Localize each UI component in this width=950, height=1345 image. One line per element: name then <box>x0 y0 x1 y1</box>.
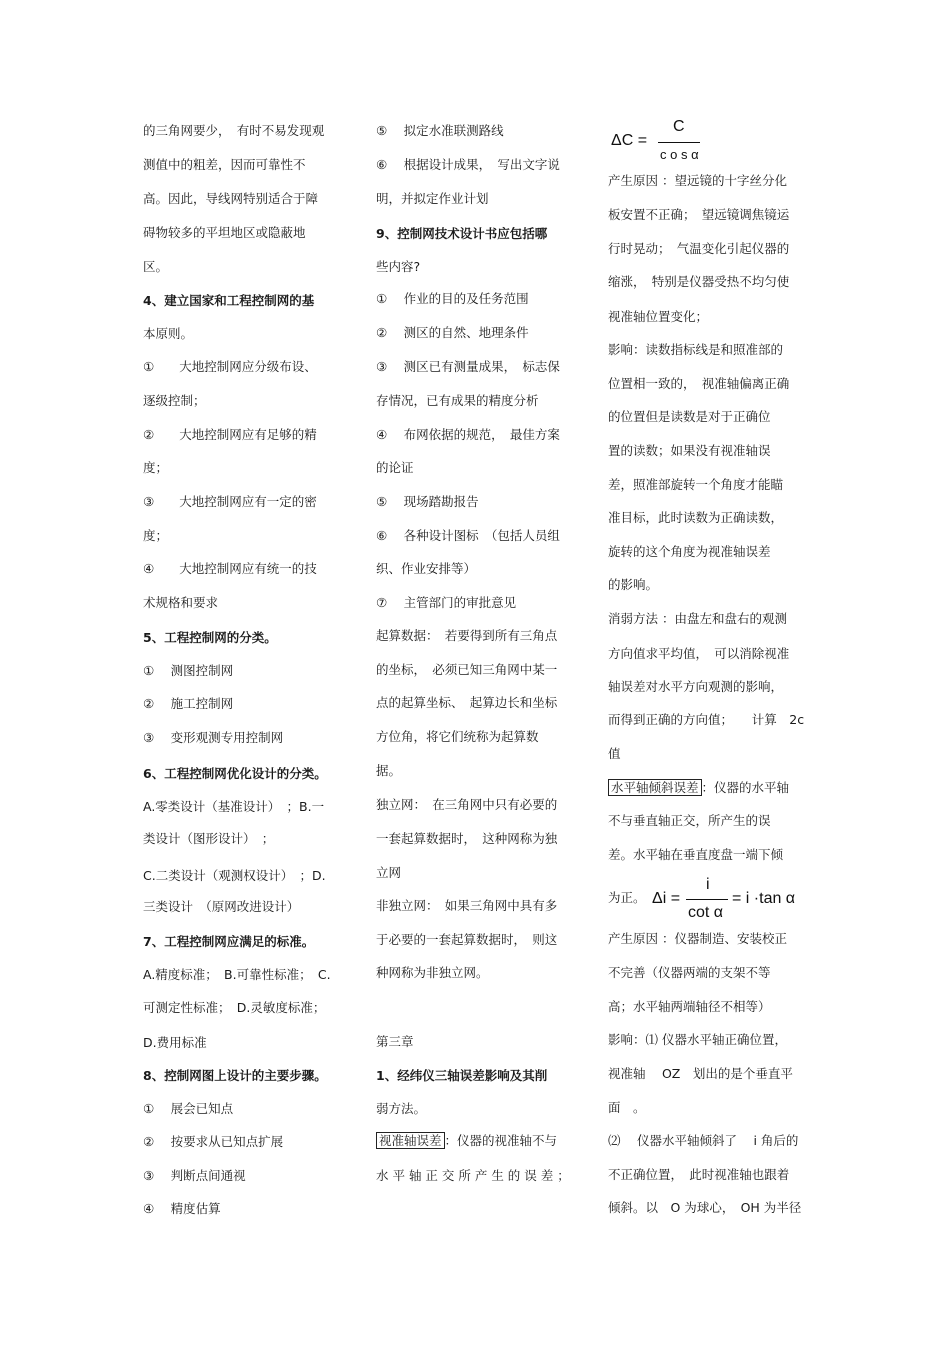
text-line: 独立网： 在三角网中只有必要的 <box>376 797 558 812</box>
text-line: 起算数据： 若要得到所有三角点 <box>376 628 558 643</box>
text-line: 非独立网： 如果三角网中具有多 <box>376 898 558 913</box>
list-item: ③ 大地控制网应有一定的密 <box>143 494 317 509</box>
text-line: 产生原因 ：仪器制造、安装校正 <box>608 931 787 946</box>
text-line: 于必要的一套起算数据时， 则这 <box>376 932 558 947</box>
text-line: 而得到正确的方向值； 计算 2c <box>608 712 805 727</box>
list-item: ① 测图控制网 <box>143 663 234 678</box>
text-line: 视准轴 OZ 划出的是个垂直平 <box>608 1066 793 1081</box>
text-line: 面 。 <box>608 1100 646 1115</box>
section-heading: 7、工程控制网应满足的标准。 <box>143 934 315 949</box>
text-line: 织、作业安排等） <box>376 561 477 576</box>
text-line: 种网称为非独立网。 <box>376 965 489 980</box>
formula-denominator: cot α <box>688 904 724 921</box>
text-line: 差，照准部旋转一个角度才能瞄 <box>608 477 784 492</box>
list-item: ② 大地控制网应有足够的精 <box>143 427 317 442</box>
text-line: 立网 <box>376 865 402 880</box>
text-line: 轴误差对水平方向观测的影响， <box>608 679 784 694</box>
text-line: 差。水平轴在垂直度盘一端下倾 <box>608 847 784 862</box>
text-line: 些内容? <box>376 259 421 274</box>
text-line: 逐级控制； <box>143 393 206 408</box>
formula-denominator: c o s α <box>660 147 699 162</box>
text-line: 区。 <box>143 259 169 274</box>
text-line: 度； <box>143 460 169 475</box>
text-line: 产生原因 ：望远镜的十字丝分化 <box>608 173 787 188</box>
list-item: ③ 判断点间通视 <box>143 1168 246 1183</box>
formula-lhs: Δi = <box>652 890 681 907</box>
text-line: 碍物较多的平坦地区或隐蔽地 <box>143 225 306 240</box>
text-line: 准目标，此时读数为正确读数， <box>608 510 784 525</box>
text-line: 的三角网要少， 有时不易发现观 <box>143 123 325 138</box>
list-item: ④ 精度估算 <box>143 1201 221 1216</box>
list-item: ④ 大地控制网应有统一的技 <box>143 561 317 576</box>
text-line: 为正。 <box>608 890 646 905</box>
text-line: 的位置但是读数是对于正确位 <box>608 409 771 424</box>
text-line: 高。因此，导线网特别适合于障 <box>143 191 319 206</box>
text-line: 缩涨， 特别是仪器受热不均匀使 <box>608 274 790 289</box>
term-definition: ：仪器的视准轴不与 <box>444 1133 558 1148</box>
text-line: 明，并拟定作业计划 <box>376 191 489 206</box>
section-heading: 9、控制网技术设计书应包括哪 <box>376 226 548 241</box>
formula-delta-i <box>652 876 812 926</box>
section-heading: 8、控制网图上设计的主要步骤。 <box>143 1068 327 1083</box>
text-line: 高；水平轴两端轴径不相等） <box>608 999 771 1014</box>
formula-numerator: C <box>673 118 685 135</box>
term-box: 水平轴倾斜误差 <box>608 779 702 796</box>
fraction-bar <box>686 899 728 900</box>
text-line: 不正确位置， 此时视准轴也跟着 <box>608 1167 790 1182</box>
text-line: 旋转的这个角度为视准轴误差 <box>608 544 771 559</box>
text-line: 影响：读数指标线是和照准部的 <box>608 342 784 357</box>
text-line: 的影响。 <box>608 577 659 592</box>
text-line: 据。 <box>376 763 402 778</box>
list-item: ① 展会已知点 <box>143 1101 234 1116</box>
text-line: 视准轴位置变化； <box>608 309 709 324</box>
list-item: ② 施工控制网 <box>143 696 234 711</box>
text-line: 测值中的粗差，因而可靠性不 <box>143 157 306 172</box>
term-line <box>608 780 789 796</box>
text-line: 水 平 轴 正 交 所 产 生 的 误 差 ； <box>376 1168 570 1183</box>
text-line: 三类设计 （原网改进设计） <box>143 899 300 914</box>
formula-lhs: ΔC = <box>611 132 648 149</box>
text-line: D.费用标准 <box>143 1035 207 1050</box>
text-line: C.二类设计（观测权设计） ；D. <box>143 868 326 883</box>
text-line: 的坐标， 必须已知三角网中某一 <box>376 662 558 677</box>
list-item: ② 按要求从已知点扩展 <box>143 1134 284 1149</box>
text-line: 位置相一致的， 视准轴偏离正确 <box>608 376 790 391</box>
text-line: ⑵ 仪器水平轴倾斜了 i 角后的 <box>608 1133 799 1148</box>
section-heading: 4、建立国家和工程控制网的基 <box>143 293 315 308</box>
text-line: 弱方法。 <box>376 1101 427 1116</box>
list-item: ① 作业的目的及任务范围 <box>376 291 529 306</box>
text-line: 置的读数；如果没有视准轴误 <box>608 443 771 458</box>
section-heading: 6、工程控制网优化设计的分类。 <box>143 766 327 781</box>
text-line: 类设计（图形设计） ； <box>143 831 275 846</box>
text-line: 本原则。 <box>143 326 194 341</box>
section-heading: 5、工程控制网的分类。 <box>143 630 277 645</box>
term-line <box>376 1133 557 1149</box>
list-item: ③ 测区已有测量成果， 标志保 <box>376 359 560 374</box>
text-line: 板安置不正确； 望远镜调焦镜运 <box>608 207 790 222</box>
text-line: 术规格和要求 <box>143 595 219 610</box>
text-line: 倾斜。以 O 为球心， OH 为半径 <box>608 1200 802 1215</box>
section-heading: 1、经纬仪三轴误差影响及其削 <box>376 1068 548 1083</box>
text-line: 存情况，已有成果的精度分析 <box>376 393 539 408</box>
list-item: ⑤ 拟定水准联测路线 <box>376 123 504 138</box>
chapter-title: 第三章 <box>376 1034 414 1049</box>
text-line: 不与垂直轴正交，所产生的误 <box>608 813 771 828</box>
list-item: ⑦ 主管部门的审批意见 <box>376 595 517 610</box>
list-item: ③ 变形观测专用控制网 <box>143 730 284 745</box>
text-line: 度； <box>143 528 169 543</box>
list-item: ⑥ 根据设计成果， 写出文字说 <box>376 157 560 172</box>
text-line: A.零类设计（基准设计） ；B.一 <box>143 799 325 814</box>
text-line: 可测定性标准； D.灵敏度标准； <box>143 1000 326 1015</box>
list-item: ⑤ 现场踏勘报告 <box>376 494 479 509</box>
text-line: 的论证 <box>376 460 414 475</box>
list-item: ④ 布网依据的规范， 最佳方案 <box>376 427 560 442</box>
formula-delta-c <box>611 118 711 168</box>
text-line: 一套起算数据时， 这种网称为独 <box>376 831 558 846</box>
text-line: 值 <box>608 746 621 761</box>
text-line: 不完善（仪器两端的支架不等 <box>608 965 771 980</box>
text-line: 行时晃动； 气温变化引起仪器的 <box>608 241 790 256</box>
text-line: 方位角，将它们统称为起算数 <box>376 729 539 744</box>
list-item: ① 大地控制网应分级布设、 <box>143 359 317 374</box>
text-line: 点的起算坐标、 起算边长和坐标 <box>376 695 558 710</box>
text-line: 消弱方法 ：由盘左和盘右的观测 <box>608 611 787 626</box>
formula-numerator: i <box>706 876 710 893</box>
formula-rhs: = i ·tan α <box>732 890 796 907</box>
text-line: A.精度标准； B.可靠性标准； C. <box>143 967 331 982</box>
fraction-bar <box>658 142 700 143</box>
list-item: ⑥ 各种设计图标 （包括人员组 <box>376 528 560 543</box>
term-box: 视准轴误差 <box>376 1132 445 1149</box>
term-definition: ：仪器的水平轴 <box>701 780 790 795</box>
text-line: 方向值求平均值， 可以消除视准 <box>608 646 790 661</box>
text-line: 影响：⑴ 仪器水平轴正确位置， <box>608 1032 787 1047</box>
list-item: ② 测区的自然、地理条件 <box>376 325 529 340</box>
